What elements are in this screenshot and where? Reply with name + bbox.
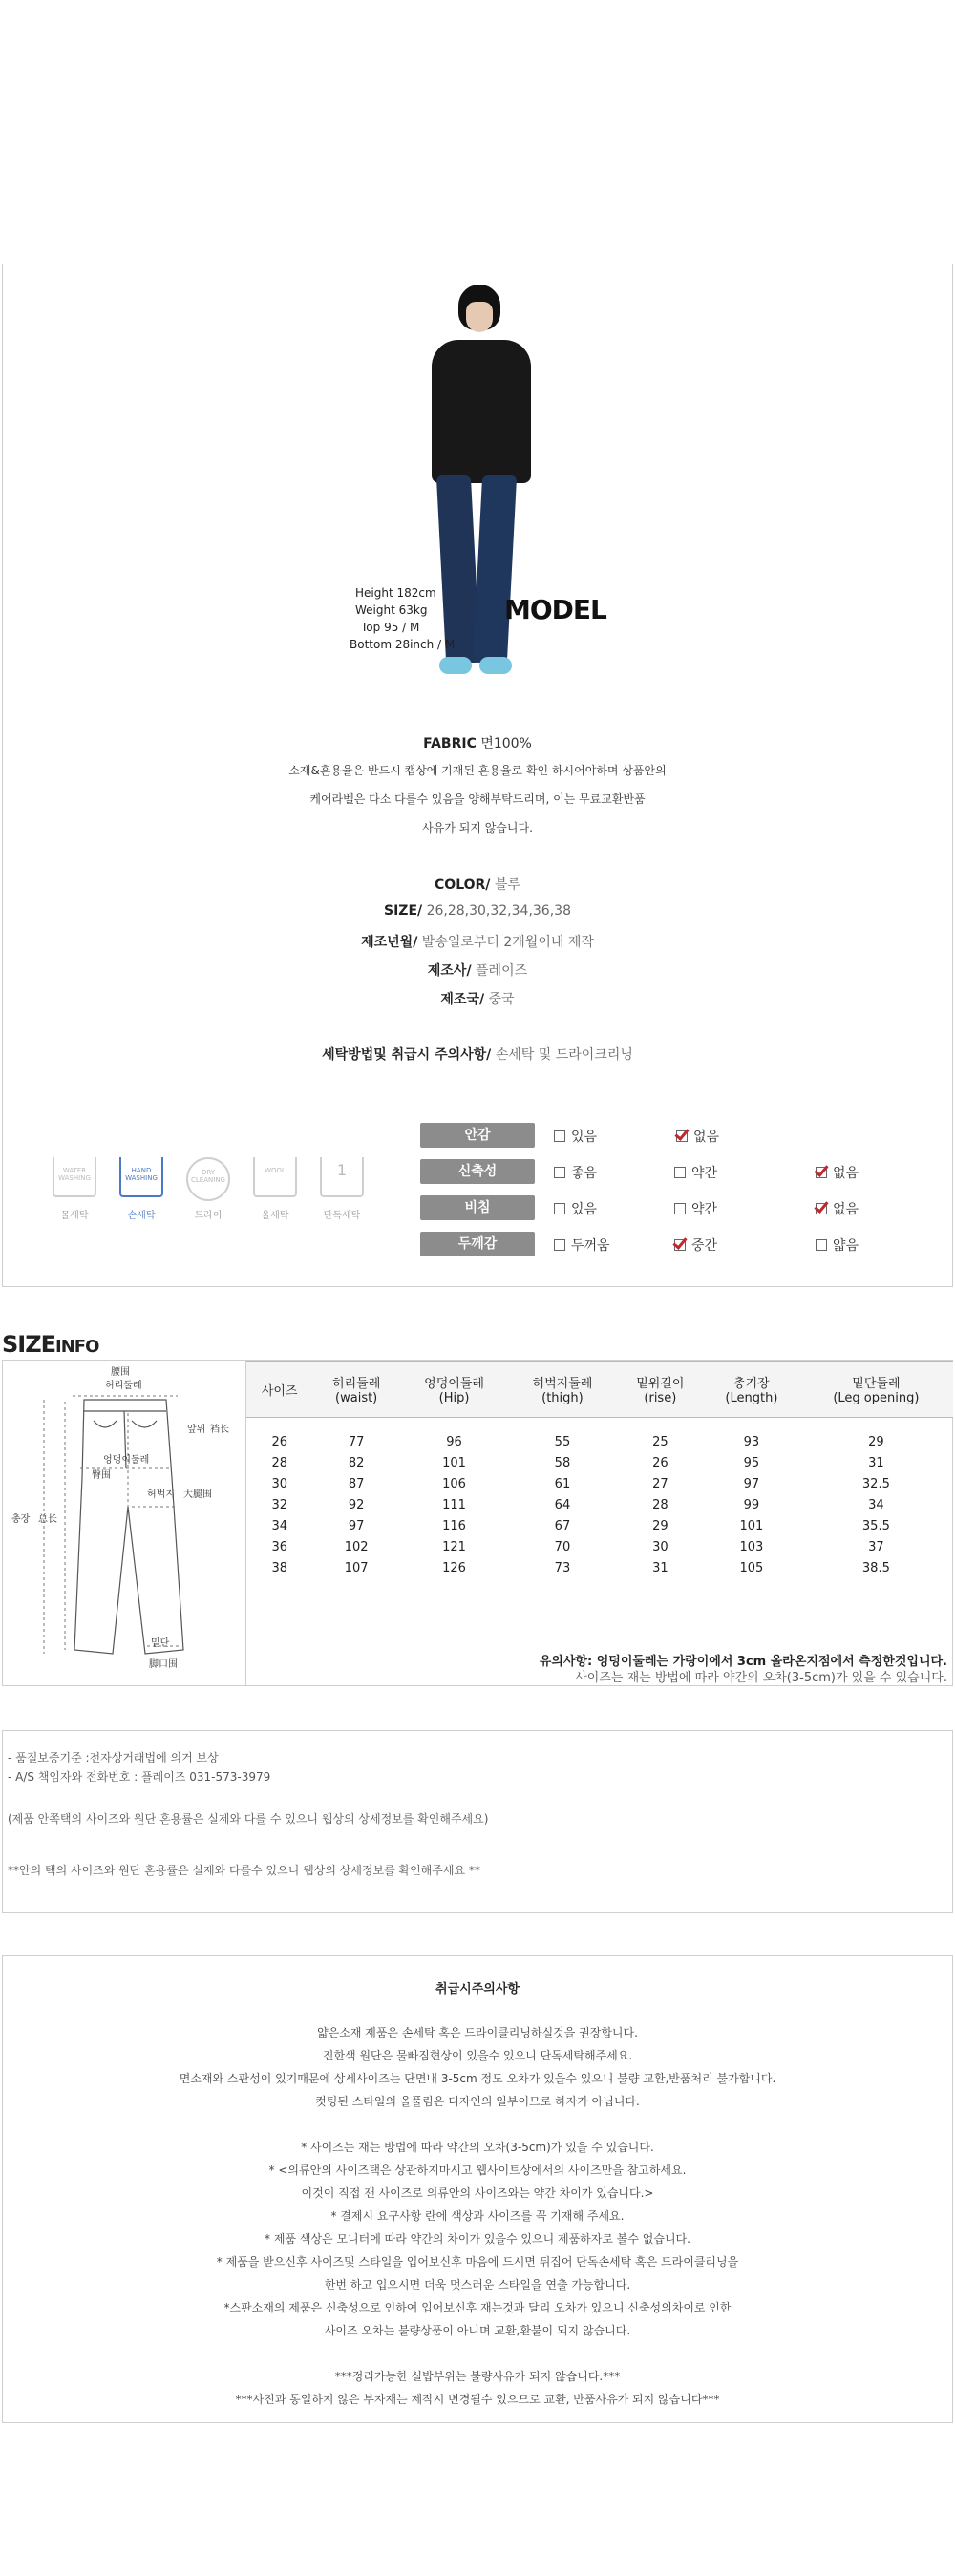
manufacturer-line: 제조사/ 플레이즈 [427,963,528,979]
care-line: ***사진과 동일하지 않은 부자재는 제작시 변경될수 있으므로 교환, 반품사유가 되지 않습니다*** [235,2393,720,2406]
attr-option[interactable]: 중간 [674,1235,717,1255]
size-note: 유의사항: 엉덩이둘레는 가랑이에서 3cm 올라온지점에서 측정한것입니다. [539,1655,947,1669]
col-length: 총기장 (Length) [704,1362,799,1418]
attr-option[interactable]: 없음 [816,1163,859,1182]
wash-label: 단독세탁 [323,1211,361,1221]
diagram-label: 大腿围 [183,1489,212,1500]
model-stats [350,584,489,653]
attr-row-stretch [420,1159,917,1186]
fabric-note: 사유가 되지 않습니다. [422,821,533,834]
table-row: 28 82 101 58 26 95 31 [271,1455,884,1470]
wash-icon-row [53,1157,368,1234]
model-bottom-size: Bottom 28inch / M [350,638,456,651]
attr-name: 안감 [420,1123,535,1148]
pants-diagram [6,1363,243,1682]
attr-row-sheer [420,1195,917,1222]
wash-label: 울세탁 [261,1211,289,1221]
wash-label: 물세탁 [60,1211,89,1221]
diagram-label: 밑단 [151,1638,170,1649]
size-info-title: SIZEINFO [2,1331,99,1358]
table-row: 32 92 111 64 28 99 34 [271,1497,884,1512]
table-row: 36 102 121 70 30 103 37 [271,1539,884,1554]
diagram-label: 总长 [38,1514,57,1525]
wool-washing-icon: WOOL [253,1157,297,1197]
attr-option[interactable]: 약간 [674,1163,717,1182]
care-line: * 제품 색상은 모니터에 따라 약간의 차이가 있을수 있으니 제품하자로 볼수 없습니다. [265,2232,690,2246]
size-note: 사이즈는 재는 방법에 따라 약간의 오차(3-5cm)가 있을 수 있습니다. [575,1671,947,1685]
care-line: 이것이 직접 잰 사이즈로 의류안의 사이즈와는 약간 차이가 있습니다.> [301,2186,654,2200]
origin-line: 제조국/ 중국 [440,992,515,1007]
attr-option[interactable]: 두꺼움 [554,1235,610,1255]
col-waist: 허리둘레 (waist) [312,1362,399,1418]
manufacture-date-line: 제조년월/ 발송일로부터 2개월이내 제작 [361,935,594,950]
hand-washing-icon: HAND WASHING [119,1157,163,1197]
diagram-label: 裆长 [210,1425,229,1435]
attr-row-lining [420,1123,917,1150]
care-line: ***정리가능한 실밥부위는 불량사유가 되지 않습니다.*** [334,2370,621,2383]
attr-name: 두께감 [420,1232,535,1256]
attr-option[interactable]: 없음 [676,1127,719,1146]
col-size: 사이즈 [246,1362,312,1418]
size-table [246,1361,953,1578]
attr-option[interactable]: 있음 [554,1199,597,1218]
attr-name: 비침 [420,1195,535,1220]
table-row: 26 77 96 55 25 93 29 [271,1434,884,1449]
table-row: 30 87 106 61 27 97 32.5 [271,1476,890,1491]
attr-option[interactable]: 약간 [674,1199,717,1218]
table-row: 34 97 116 67 29 101 35.5 [271,1518,890,1533]
fabric-key: FABRIC [423,736,477,751]
care-line: 진한색 원단은 물빠짐현상이 있을수 있으니 단독세탁해주세요. [322,2049,633,2062]
care-line: 얇은소재 제품은 손세탁 혹은 드라이클리닝하실것을 권장합니다. [317,2026,638,2039]
col-leg-opening: 밑단둘레 (Leg opening) [799,1362,953,1418]
attr-option[interactable]: 있음 [554,1127,597,1146]
diagram-label: 엉덩이둘레 [103,1455,150,1466]
care-line: 면소재와 스판성이 있기때문에 상세사이즈는 단면내 3-5cm 정도 오차가 있을수 있으니 불량 교환,반품처리 불가합니다. [179,2072,776,2085]
wash-label: 손세탁 [127,1211,156,1221]
wash-label: 드라이 [194,1211,223,1221]
care-line: * 제품을 받으신후 사이즈및 스타일을 입어보신후 마음에 드시면 뒤집어 단독손세탁 혹은 드라이클리닝을 [216,2255,739,2269]
size-line: SIZE/ 26,28,30,32,34,36,38 [384,903,571,918]
care-line: 사이즈 오차는 불량상품이 아니며 교환,환불이 되지 않습니다. [324,2324,631,2337]
care-line: 한번 하고 입으시면 더욱 멋스러운 스타일을 연출 가능합니다. [324,2278,631,2291]
diagram-label: 허벅지 [147,1489,175,1500]
legal-line: (제품 안쪽택의 사이즈와 원단 혼용률은 실제와 다를 수 있으니 웹상의 상세정보를 확인해주세요) [8,1812,489,1826]
care-line: * <의류안의 사이즈택은 상관하지마시고 웹사이트상에서의 사이즈만을 참고하세요. [268,2164,687,2177]
wash-method-line: 세탁방법및 취급시 주의사항/ 손세탁 및 드라이크리닝 [322,1047,633,1063]
care-line: *스판소재의 제품은 신축성으로 인하여 입어보신후 재는것과 달리 오차가 있으니 신축성의차이로 인한 [223,2301,732,2314]
model-height: Height 182cm [355,586,436,600]
care-line: * 결제시 요구사항 란에 색상과 사이즈를 꼭 기재해 주세요. [330,2209,625,2223]
fabric-note: 케어라벨은 다소 다를수 있음을 양해부탁드리며, 이는 무료교환반품 [309,792,646,806]
col-hip: 엉덩이둘레 (Hip) [400,1362,508,1418]
diagram-label: 腰围 [111,1367,130,1378]
fabric-line [0,733,955,752]
col-rise: 밑위길이 (rise) [617,1362,704,1418]
attr-option[interactable]: 없음 [816,1199,859,1218]
diagram-label: 脚口围 [149,1659,178,1670]
care-line: 컷팅된 스타일의 올풀림은 디자인의 일부이므로 하자가 아닙니다. [315,2095,640,2108]
legal-line: - A/S 책임자와 전화번호 : 플레이즈 031-573-3979 [8,1770,271,1784]
model-label: MODEL [504,594,606,625]
water-washing-icon: WATER WASHING [53,1157,96,1197]
attr-name: 신축성 [420,1159,535,1184]
table-row: 38 107 126 73 31 105 38.5 [271,1560,890,1575]
diagram-label: 앞위 [187,1425,206,1435]
col-thigh: 허벅지둘레 (thigh) [508,1362,616,1418]
care-title: 취급시주의사항 [435,1982,520,1996]
single-wash-icon: 1 [320,1157,364,1197]
model-top-size: Top 95 / M [361,621,420,634]
color-line: COLOR/ 블루 [435,877,520,893]
diagram-label: 臀围 [92,1470,111,1481]
attr-option[interactable]: 얇음 [816,1235,859,1255]
diagram-label: 총장 [11,1514,31,1525]
care-line: * 사이즈는 재는 방법에 따라 약간의 오차(3-5cm)가 있을 수 있습니다. [301,2141,654,2154]
legal-line: - 품질보증기준 :전자상거래법에 의거 보상 [8,1751,219,1764]
attr-row-thickness [420,1232,917,1258]
model-weight: Weight 63kg [355,603,428,617]
fabric-value: 면100% [480,736,532,751]
legal-line: **안의 택의 사이즈와 원단 혼용률은 실제와 다를수 있으니 웹상의 상세정보를 확인해주세요 ** [8,1864,480,1877]
fabric-note: 소재&혼용율은 반드시 캡상에 기재된 혼용율로 확인 하시어야하며 상품안의 [288,764,667,777]
attr-option[interactable]: 좋음 [554,1163,597,1182]
diagram-label: 허리둘레 [105,1381,142,1391]
dry-cleaning-icon: DRY CLEANING [186,1157,230,1201]
